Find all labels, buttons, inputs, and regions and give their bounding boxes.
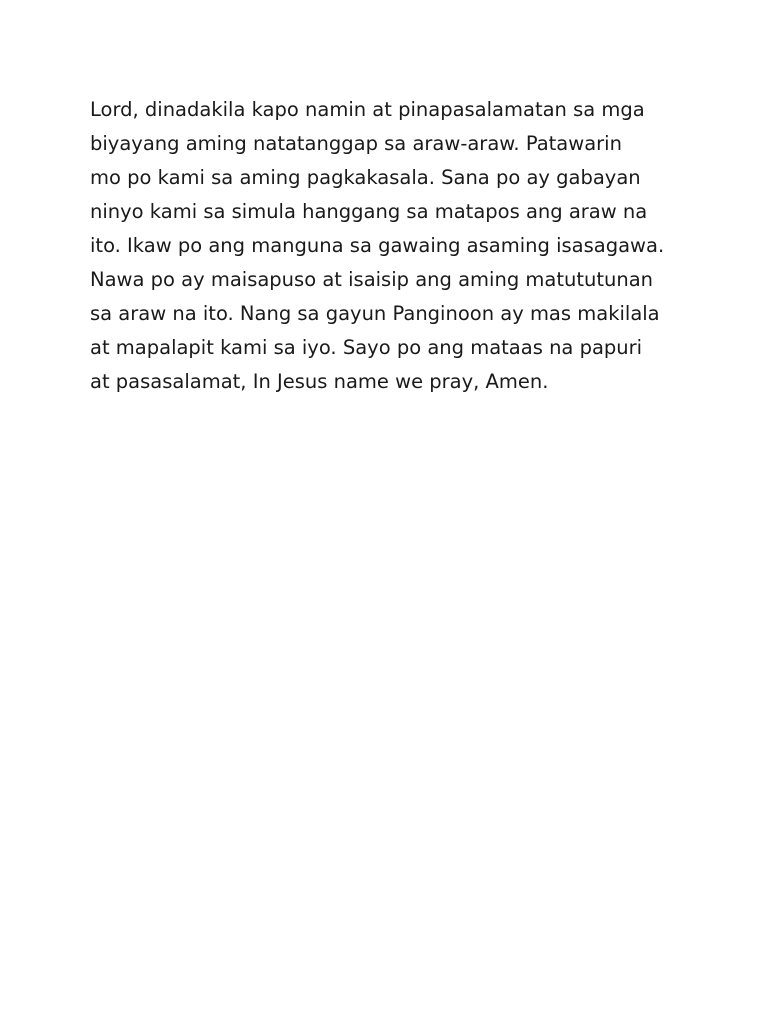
paragraph-line: at pasasalamat, In Jesus name we pray, Amen.	[90, 370, 549, 393]
paragraph-line: sa araw na ito. Nang sa gayun Panginoon ay mas makilala	[90, 302, 660, 325]
paragraph-line: mo po kami sa aming pagkakasala. Sana po ay gabayan	[90, 166, 641, 189]
prayer-paragraph	[90, 93, 730, 399]
paragraph-line: ninyo kami sa simula hanggang sa matapos ang araw na	[90, 200, 648, 223]
paragraph-line: ito. Ikaw po ang manguna sa gawaing asaming isasagawa.	[90, 234, 665, 257]
paragraph-line: biyayang aming natatanggap sa araw-araw. Patawarin	[90, 132, 622, 155]
paragraph-line: Nawa po ay maisapuso at isaisip ang aming matututunan	[90, 268, 654, 291]
paragraph-line: Lord, dinadakila kapo namin at pinapasalamatan sa mga	[90, 98, 645, 121]
paragraph-line: at mapalapit kami sa iyo. Sayo po ang mataas na papuri	[90, 336, 643, 359]
